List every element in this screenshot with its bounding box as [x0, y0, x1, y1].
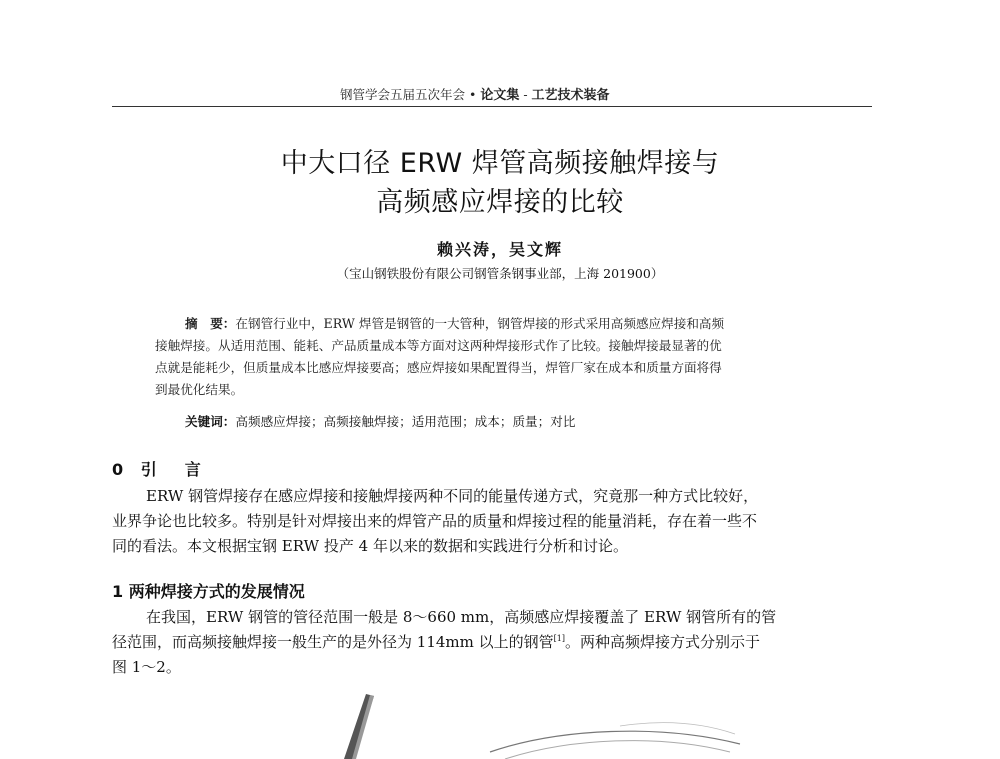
abstract-line-1: [155, 313, 835, 335]
collection-name: 论文集: [480, 88, 520, 103]
abstract-label: 摘 要：: [185, 316, 236, 331]
header-rule: [112, 106, 872, 107]
figure-pipe-inner: [505, 741, 730, 759]
development-paragraph-line-3: 图 1～2。: [112, 658, 181, 676]
abstract: [155, 313, 835, 401]
abstract-line-2: 接触焊接。从适用范围、能耗、产品质量成本等方面对这两种焊接形式作了比较。接触焊接最显著的优: [155, 338, 722, 353]
paper-title-line-1: 中大口径 ERW 焊管高频接触焊接与: [280, 148, 720, 179]
section-name: 工艺技术装备: [531, 88, 610, 103]
author-names: 赖兴涛，吴文辉: [436, 240, 563, 259]
keywords: [185, 411, 575, 430]
keywords-text: 高频感应焊接；高频接触焊接；适用范围；成本；质量；对比: [235, 414, 576, 429]
journal-name: 钢管学会五届五次年会: [340, 87, 466, 102]
intro-paragraph-line-2: 业界争论也比较多。特别是针对焊接出来的焊管产品的质量和焊接过程的能量消耗，存在着一些不: [112, 512, 758, 530]
intro-paragraph-line-3: 同的看法。本文根据宝钢 ERW 投产 4 年以来的数据和实践进行分析和讨论。: [112, 537, 628, 555]
abstract-line-3: 点就是能耗少，但质量成本比感应焊接要高；感应焊接如果配置得当，焊管厂家在成本和质量方面将得: [155, 360, 722, 375]
figure-pipe-outline: [490, 731, 740, 752]
abstract-text-1: 在钢管行业中，ERW 焊管是钢管的一大管种，钢管焊接的形式采用高频感应焊接和高频: [235, 316, 725, 331]
section-heading-development: 1 两种焊接方式的发展情况: [112, 582, 305, 601]
figure-partial: [330, 690, 750, 759]
section-heading-introduction: 0 引 言: [112, 460, 207, 479]
development-line-2-text: 径范围，而高频接触焊接一般生产的是外径为 114mm 以上的钢管: [112, 633, 554, 651]
running-header: [340, 84, 610, 103]
keywords-label: 关键词：: [185, 414, 236, 429]
development-paragraph-line-2: [112, 631, 872, 652]
citation-ref: [1]: [553, 634, 565, 643]
header-dash: -: [519, 87, 532, 102]
figure-pipe-edge: [620, 723, 735, 734]
header-separator: •: [465, 87, 481, 102]
development-paragraph-line-1: 在我国，ERW 钢管的管径范围一般是 8～660 mm，高频感应焊接覆盖了 ERW 钢管所有的管: [146, 608, 777, 626]
development-line-2-tail: 。两种高频焊接方式分别示于: [564, 633, 760, 651]
intro-paragraph-line-1: ERW 钢管焊接存在感应焊接和接触焊接两种不同的能量传递方式，究竟那一种方式比较好，: [146, 487, 759, 505]
abstract-line-4: 到最优化结果。: [155, 382, 244, 397]
paper-title-line-2: 高频感应焊接的比较: [376, 187, 624, 218]
author-affiliation: （宝山钢铁股份有限公司钢管条钢事业部，上海 201900）: [336, 266, 664, 281]
